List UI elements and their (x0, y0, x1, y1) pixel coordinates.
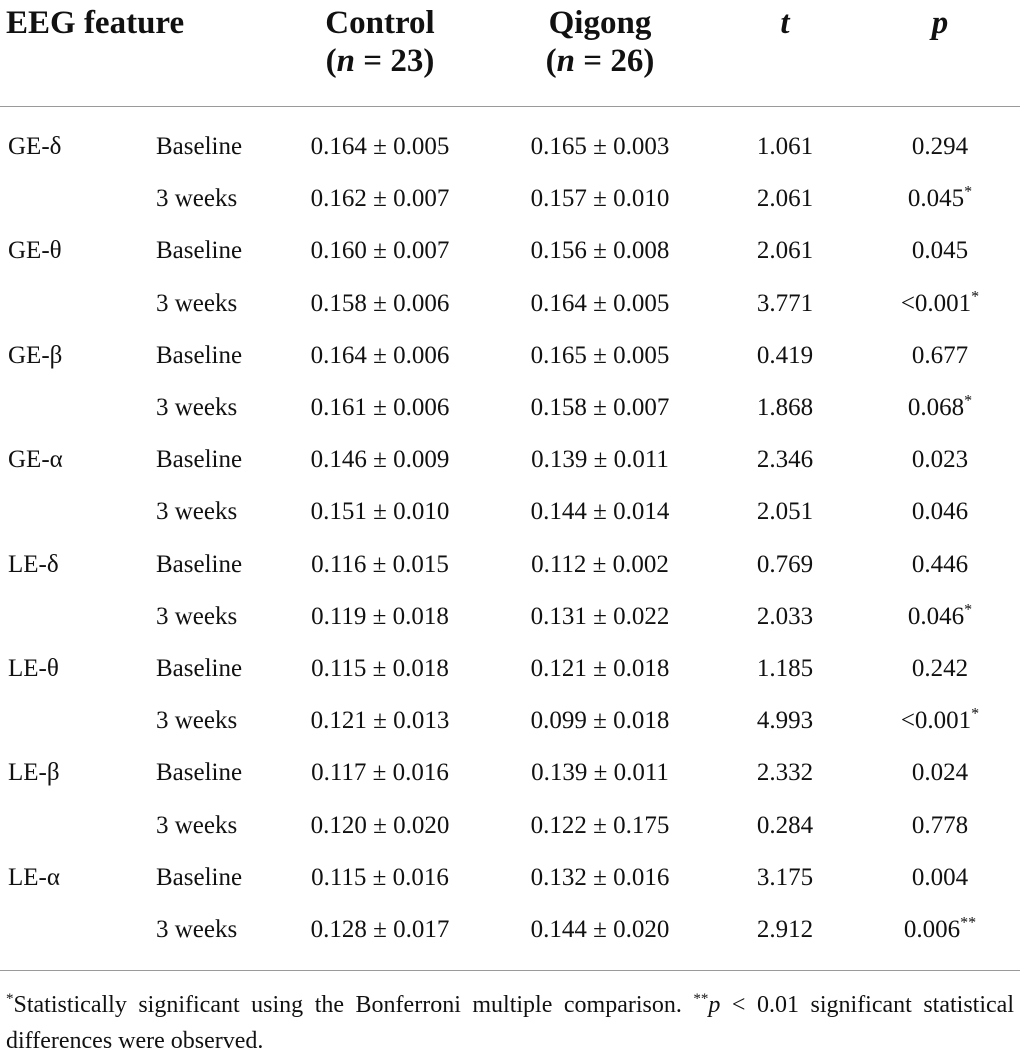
p-value-cell (860, 173, 1020, 225)
significance-mark: * (964, 183, 973, 201)
control-value-cell: 0.115 ± 0.018 (311, 654, 449, 682)
timepoint-cell: 3 weeks (156, 185, 238, 213)
timepoint-cell: Baseline (156, 341, 243, 369)
feature-cell: LE-α (8, 863, 60, 891)
qigong-value-cell: 0.165 ± 0.003 (530, 133, 670, 161)
control-value-cell: 0.120 ± 0.020 (310, 811, 450, 839)
timepoint-cell: 3 weeks (156, 498, 238, 526)
control-value-cell: 0.161 ± 0.006 (310, 394, 450, 422)
control-value-cell: 0.116 ± 0.015 (311, 550, 449, 578)
table-row (0, 643, 1020, 695)
table-row (0, 591, 1020, 643)
p-value: 0.242 (911, 654, 969, 682)
timepoint-cell: Baseline (156, 759, 243, 787)
p-value-cell (860, 539, 1020, 591)
timepoint-cell: 3 weeks (156, 394, 238, 422)
control-value-cell: 0.121 ± 0.013 (310, 707, 450, 735)
t-value-cell: 2.912 (756, 915, 814, 943)
timepoint-cell: Baseline (156, 446, 243, 474)
header-eeg-feature: EEG feature (0, 0, 270, 107)
p-value-cell (860, 799, 1020, 851)
feature-cell: LE-θ (8, 654, 59, 682)
p-value: 0.046 (911, 498, 969, 526)
p-value-cell (860, 330, 1020, 382)
header-row (0, 0, 1020, 107)
feature-cell (0, 278, 140, 330)
table-footnote (0, 970, 1020, 1059)
p-value: 0.045 (907, 185, 965, 213)
table-row (0, 486, 1020, 538)
p-value-cell (860, 486, 1020, 538)
p-value-cell (860, 434, 1020, 486)
table-row (0, 747, 1020, 799)
header-qigong-n (490, 42, 710, 80)
p-value: 0.294 (911, 133, 969, 161)
control-value-cell: 0.162 ± 0.007 (310, 185, 450, 213)
timepoint-cell: 3 weeks (156, 602, 238, 630)
timepoint-cell: Baseline (156, 133, 243, 161)
footnote-text-bonferroni: Statistically significant using the Bonferroni multiple comparison. (13, 992, 694, 1018)
t-value-cell: 3.175 (756, 863, 814, 891)
qigong-value-cell: 0.157 ± 0.010 (530, 185, 670, 213)
feature-cell: GE-α (8, 446, 63, 474)
qigong-value-cell: 0.139 ± 0.011 (531, 446, 669, 474)
p-value: 0.024 (911, 759, 969, 787)
p-value-cell (860, 107, 1020, 174)
t-value-cell: 2.051 (756, 498, 814, 526)
t-value-cell: 3.771 (756, 289, 814, 317)
footnote-mark-double: ** (693, 991, 709, 1007)
t-value-cell: 0.769 (756, 550, 814, 578)
t-value-cell: 2.061 (756, 185, 814, 213)
p-value-cell (860, 747, 1020, 799)
qigong-value-cell: 0.121 ± 0.018 (530, 654, 670, 682)
table-row (0, 278, 1020, 330)
t-value-cell: 2.332 (756, 759, 814, 787)
p-value-cell (860, 382, 1020, 434)
table-header (0, 0, 1020, 107)
footnote-text-significance: < 0.01 significant statistical differences were observed. (6, 992, 1014, 1054)
qigong-value-cell: 0.156 ± 0.008 (530, 237, 670, 265)
feature-cell (0, 904, 140, 966)
significance-mark: * (971, 705, 980, 723)
p-value: 0.446 (911, 550, 969, 578)
control-value-cell: 0.158 ± 0.006 (310, 289, 450, 317)
header-qigong-n-var: n (556, 43, 576, 79)
feature-cell: GE-δ (8, 133, 62, 161)
table-row (0, 695, 1020, 747)
header-qigong (490, 0, 710, 107)
table-row (0, 173, 1020, 225)
significance-mark: * (964, 601, 973, 619)
significance-mark: * (971, 288, 980, 306)
header-qigong-label: Qigong (548, 5, 652, 41)
t-value-cell: 2.033 (756, 602, 814, 630)
p-value-cell (860, 278, 1020, 330)
p-value-cell (860, 695, 1020, 747)
feature-cell (0, 173, 140, 225)
significance-mark: ** (960, 914, 977, 932)
table-body (0, 107, 1020, 967)
table-row (0, 904, 1020, 966)
header-control-n-var: n (336, 43, 356, 79)
qigong-value-cell: 0.099 ± 0.018 (530, 707, 670, 735)
control-value-cell: 0.117 ± 0.016 (311, 759, 449, 787)
timepoint-cell: 3 weeks (156, 289, 238, 317)
timepoint-cell: Baseline (156, 237, 243, 265)
header-control (270, 0, 490, 107)
footnote-mark-single: * (6, 991, 14, 1007)
t-value-cell: 0.284 (756, 811, 814, 839)
header-control-n-value: = 23) (355, 43, 435, 79)
t-value-cell: 1.868 (756, 394, 814, 422)
feature-cell: GE-β (8, 341, 63, 369)
table-row (0, 107, 1020, 174)
feature-cell (0, 695, 140, 747)
feature-cell (0, 799, 140, 851)
t-value-cell: 2.061 (756, 237, 814, 265)
control-value-cell: 0.115 ± 0.016 (311, 863, 449, 891)
control-value-cell: 0.146 ± 0.009 (310, 446, 450, 474)
p-value: <0.001 (900, 289, 972, 317)
table-row (0, 434, 1020, 486)
p-value: 0.778 (911, 811, 969, 839)
header-t: t (710, 0, 860, 107)
qigong-value-cell: 0.122 ± 0.175 (530, 811, 670, 839)
header-control-label: Control (325, 5, 435, 41)
control-value-cell: 0.151 ± 0.010 (310, 498, 450, 526)
p-value: 0.004 (911, 863, 969, 891)
header-control-n (270, 42, 490, 80)
timepoint-cell: 3 weeks (156, 707, 238, 735)
p-value-cell (860, 904, 1020, 966)
qigong-value-cell: 0.165 ± 0.005 (530, 341, 670, 369)
p-value: 0.677 (911, 341, 969, 369)
control-value-cell: 0.164 ± 0.006 (310, 341, 450, 369)
control-value-cell: 0.119 ± 0.018 (311, 602, 449, 630)
p-value: <0.001 (900, 707, 972, 735)
timepoint-cell: 3 weeks (156, 915, 238, 943)
table-row (0, 382, 1020, 434)
qigong-value-cell: 0.112 ± 0.002 (531, 550, 669, 578)
significance-mark: * (964, 392, 973, 410)
p-value: 0.023 (911, 446, 969, 474)
qigong-value-cell: 0.139 ± 0.011 (531, 759, 669, 787)
feature-cell: LE-δ (8, 550, 59, 578)
p-value-cell (860, 643, 1020, 695)
qigong-value-cell: 0.144 ± 0.014 (530, 498, 670, 526)
p-value-cell (860, 225, 1020, 277)
control-value-cell: 0.164 ± 0.005 (310, 133, 450, 161)
t-value-cell: 2.346 (756, 446, 814, 474)
feature-cell (0, 591, 140, 643)
timepoint-cell: Baseline (156, 550, 243, 578)
footnote-p-variable: p (708, 992, 721, 1018)
timepoint-cell: Baseline (156, 654, 243, 682)
timepoint-cell: 3 weeks (156, 811, 238, 839)
qigong-value-cell: 0.164 ± 0.005 (530, 289, 670, 317)
control-value-cell: 0.128 ± 0.017 (310, 915, 450, 943)
p-value: 0.045 (911, 237, 969, 265)
table-row (0, 852, 1020, 904)
timepoint-cell: Baseline (156, 863, 243, 891)
p-value: 0.046 (907, 602, 965, 630)
table-row (0, 225, 1020, 277)
feature-cell (0, 382, 140, 434)
table-row (0, 799, 1020, 851)
feature-cell (0, 486, 140, 538)
table-row (0, 539, 1020, 591)
feature-cell: GE-θ (8, 237, 62, 265)
qigong-value-cell: 0.131 ± 0.022 (530, 602, 670, 630)
t-value-cell: 0.419 (756, 341, 814, 369)
qigong-value-cell: 0.158 ± 0.007 (530, 394, 670, 422)
qigong-value-cell: 0.144 ± 0.020 (530, 915, 670, 943)
header-p: p (860, 0, 1020, 107)
t-value-cell: 4.993 (756, 707, 814, 735)
p-value: 0.068 (907, 394, 965, 422)
t-value-cell: 1.061 (756, 133, 814, 161)
header-qigong-n-open: ( (545, 43, 557, 79)
p-value-cell (860, 591, 1020, 643)
p-value-cell (860, 852, 1020, 904)
feature-cell: LE-β (8, 759, 60, 787)
p-value: 0.006 (903, 915, 961, 943)
header-control-n-open: ( (325, 43, 337, 79)
table-row (0, 330, 1020, 382)
qigong-value-cell: 0.132 ± 0.016 (530, 863, 670, 891)
header-qigong-n-value: = 26) (575, 43, 655, 79)
t-value-cell: 1.185 (756, 654, 814, 682)
control-value-cell: 0.160 ± 0.007 (310, 237, 450, 265)
